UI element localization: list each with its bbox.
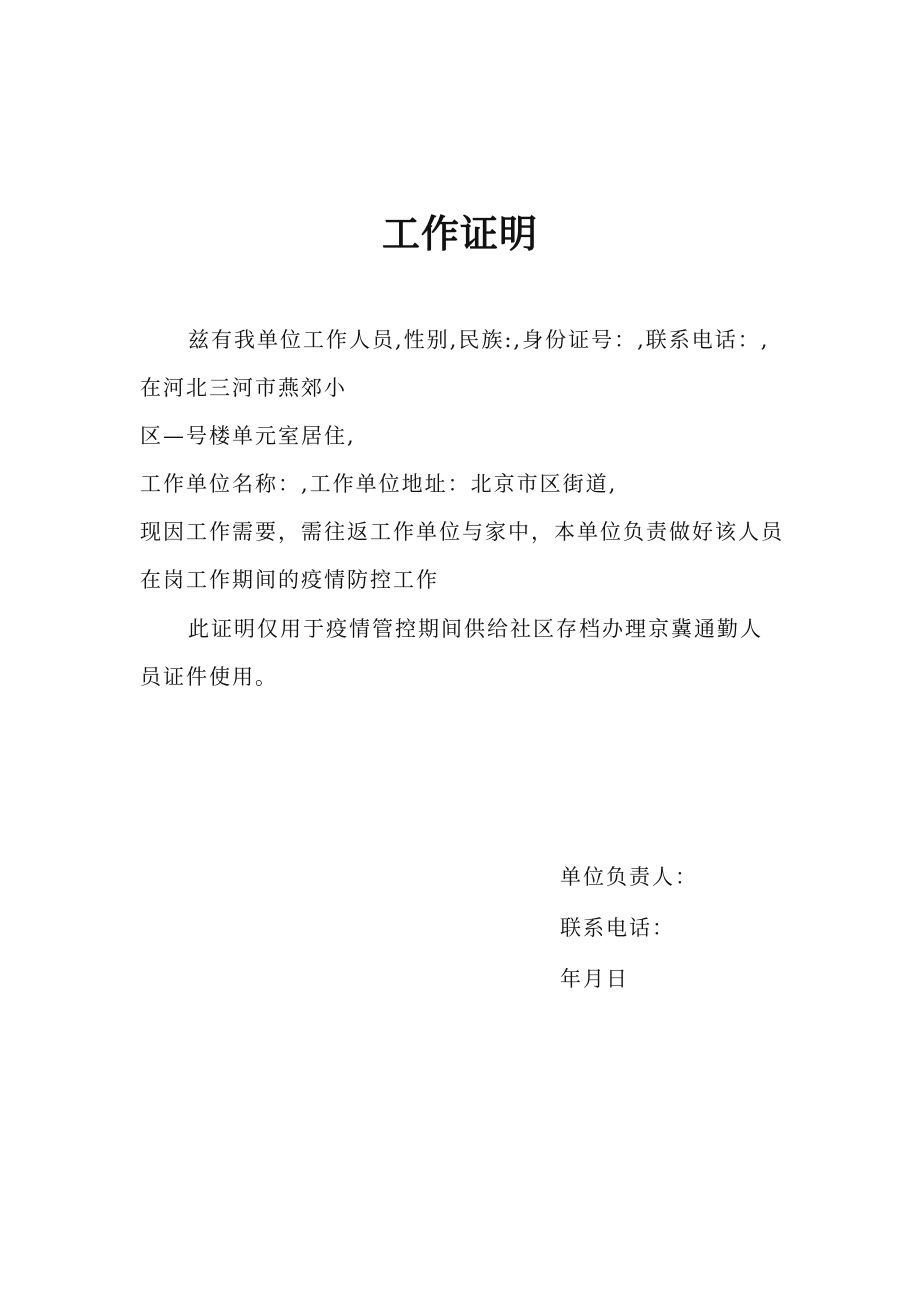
signature-date: 年月日	[560, 967, 629, 991]
document-title: 工作证明	[381, 212, 538, 256]
body-line-2: 在河北三河市燕郊小	[140, 376, 347, 400]
body-line-4: 工作单位名称：,工作单位地址：北京市区街道,	[140, 472, 618, 496]
body-line-3: 区—号楼单元室居住,	[140, 424, 356, 448]
signature-phone: 联系电话：	[560, 916, 675, 940]
body-line-8: 员证件使用。	[140, 665, 278, 689]
body-line-6: 在岗工作期间的疫情防控工作	[140, 568, 439, 592]
signature-responsible-person: 单位负责人：	[560, 865, 698, 889]
body-line-7: 此证明仅用于疫情管控期间供给社区存档办理京冀通勤人	[188, 617, 763, 641]
body-line-5: 现因工作需要，需往返工作单位与家中，本单位负责做好该人员	[140, 520, 784, 544]
body-line-1: 兹有我单位工作人员,性别,民族:,身份证号：,联系电话：,	[188, 328, 770, 352]
